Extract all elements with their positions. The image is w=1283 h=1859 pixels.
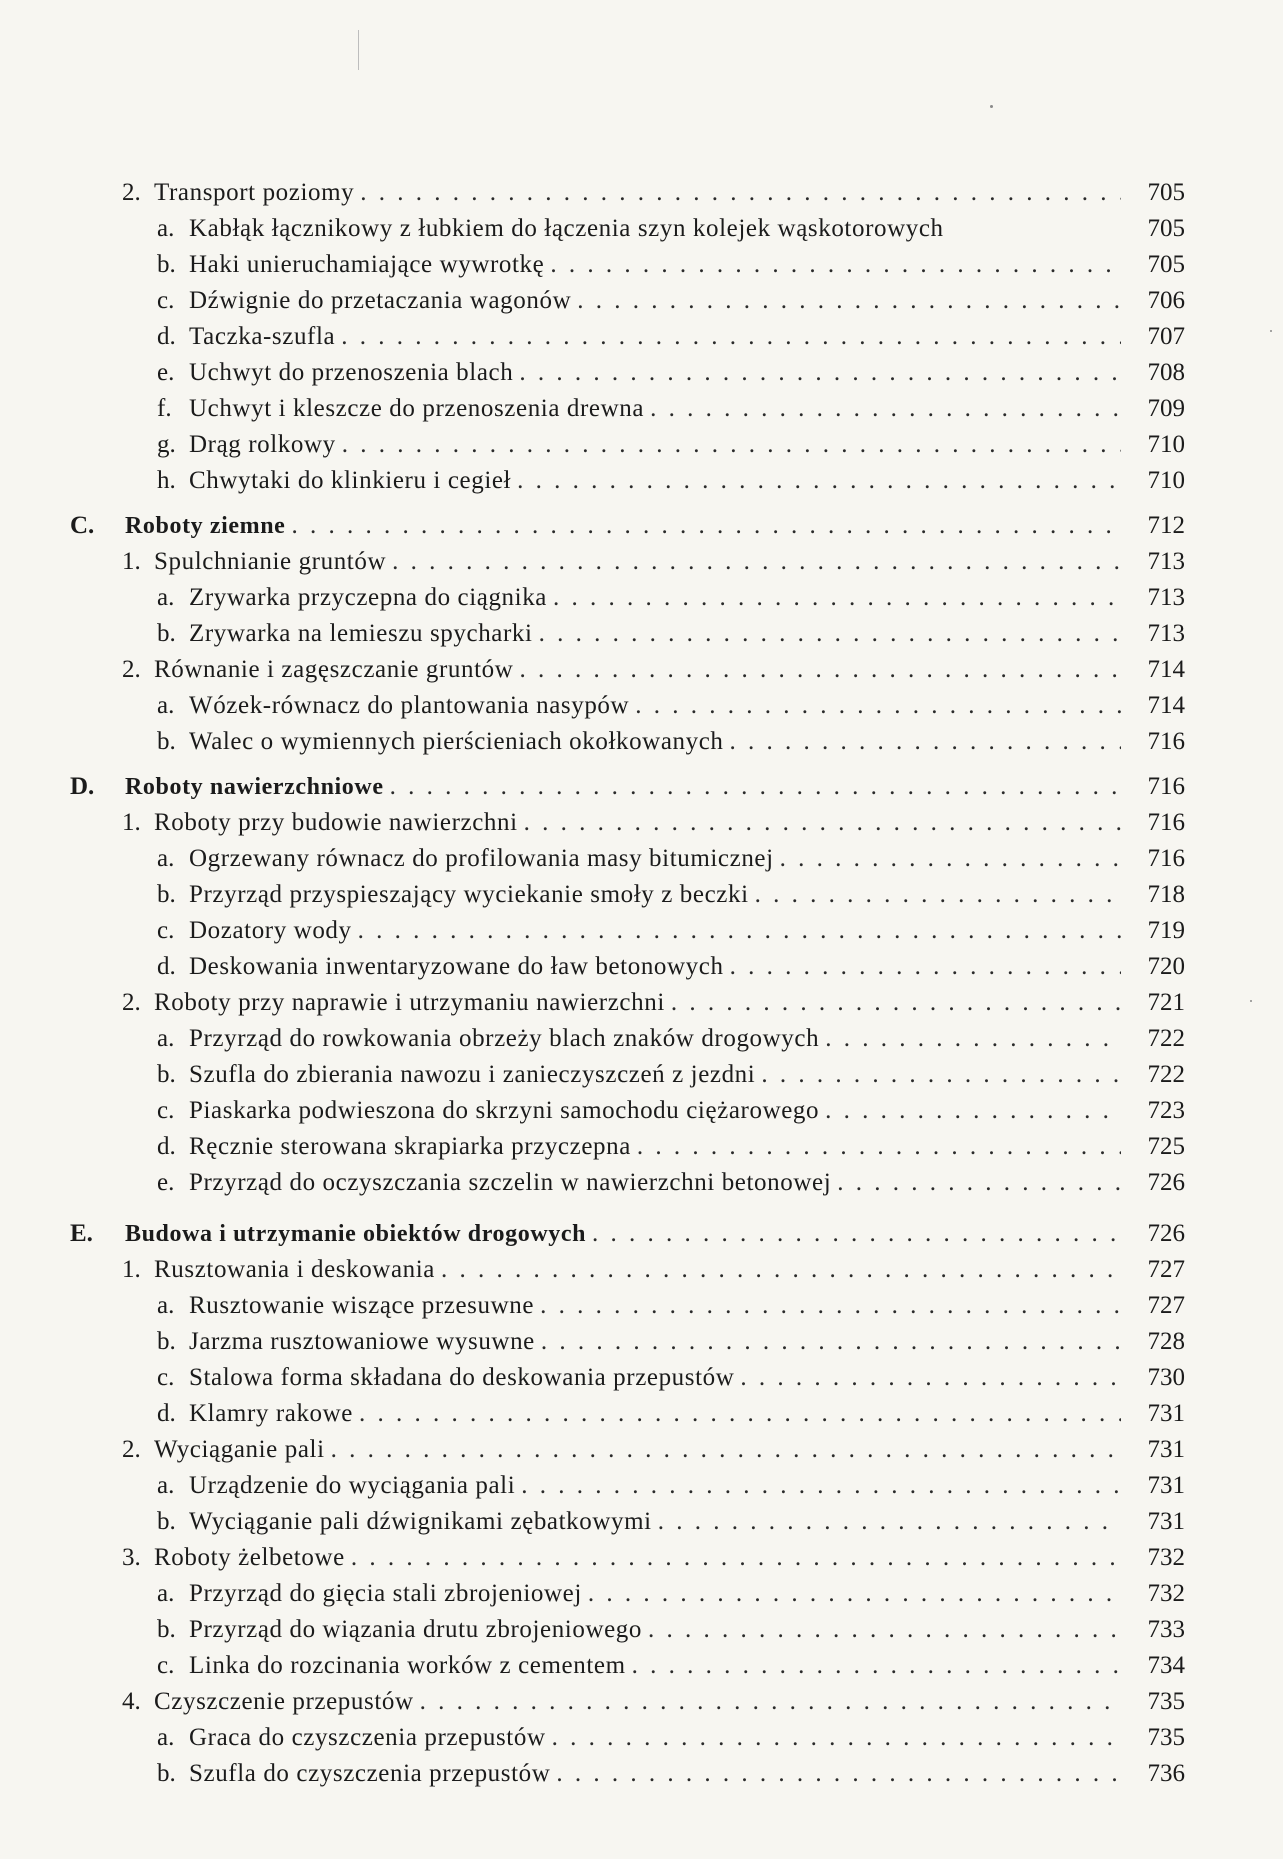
toc-item	[70, 841, 1185, 877]
dot-leader	[556, 1756, 1121, 1792]
toc-page-number: 727	[1147, 1256, 1185, 1283]
dot-leader	[740, 1360, 1121, 1396]
toc-page-number: 712	[1147, 512, 1185, 539]
toc-page-number: 731	[1147, 1436, 1185, 1463]
toc-item	[70, 949, 1185, 985]
toc-entry-number: c.	[157, 1652, 175, 1679]
toc-item	[70, 1093, 1185, 1129]
toc-page-number: 734	[1147, 1652, 1185, 1679]
toc-entry-number: 4.	[122, 1688, 141, 1715]
toc-entry-title: Spulchnianie gruntów	[154, 548, 387, 575]
toc-entry-title: Przyrząd do rowkowania obrzeży blach znaków drogowych	[189, 1025, 820, 1052]
toc-entry-number: a.	[157, 1025, 175, 1052]
toc-item	[70, 1057, 1185, 1093]
toc-subsection	[70, 652, 1185, 688]
toc-entry-number: 1.	[122, 548, 141, 575]
toc-entry-number: 1.	[122, 809, 141, 836]
toc-page-number: 720	[1147, 953, 1185, 980]
toc-page-number: 732	[1147, 1544, 1185, 1571]
toc-subsection	[70, 985, 1185, 1021]
toc-page-number: 731	[1147, 1508, 1185, 1535]
toc-entry-title: Roboty przy budowie nawierzchni	[154, 809, 518, 836]
toc-entry-number: 2.	[122, 1436, 141, 1463]
toc-item	[70, 1612, 1185, 1648]
toc-entry-title: Chwytaki do klinkieru i cegieł	[189, 467, 512, 494]
dot-leader	[392, 544, 1121, 580]
toc-entry-title: Wyciąganie pali dźwignikami zębatkowymi	[189, 1508, 652, 1535]
scan-speck	[1250, 1000, 1252, 1002]
toc-entry-number: b.	[157, 881, 176, 908]
dot-leader	[540, 1288, 1121, 1324]
dot-leader	[825, 1021, 1121, 1057]
toc-entry-title: Walec o wymiennych pierścieniach okołkowanych	[189, 728, 724, 755]
dot-leader	[341, 319, 1121, 355]
dot-leader	[658, 1504, 1121, 1540]
dot-leader	[635, 688, 1121, 724]
toc-entry-number: a.	[157, 1292, 175, 1319]
dot-leader	[637, 1129, 1121, 1165]
toc-item	[70, 688, 1185, 724]
toc-item	[70, 427, 1185, 463]
dot-leader	[671, 985, 1121, 1021]
toc-entry-title: Dźwignie do przetaczania wagonów	[189, 287, 572, 314]
toc-entry-title: Urządzenie do wyciągania pali	[189, 1472, 516, 1499]
toc-page-number: 708	[1147, 359, 1185, 386]
toc-entry-title: Przyrząd do gięcia stali zbrojeniowej	[189, 1580, 582, 1607]
toc-item	[70, 1129, 1185, 1165]
toc-entry-number: b.	[157, 620, 176, 647]
toc-entry-title: Szufla do zbierania nawozu i zanieczyszczeń z jezdni	[189, 1061, 756, 1088]
toc-entry-number: d.	[157, 323, 176, 350]
toc-page-number: 716	[1147, 809, 1185, 836]
dot-leader	[761, 1057, 1121, 1093]
toc-entry-title: Graca do czyszczenia przepustów	[189, 1724, 546, 1751]
toc-entry-title: Deskowania inwentaryzowane do ław betonowych	[189, 953, 724, 980]
toc-entry-number: 2.	[122, 179, 141, 206]
toc-entry-title: Roboty przy naprawie i utrzymaniu nawierzchni	[154, 989, 665, 1016]
dot-leader	[553, 580, 1121, 616]
toc-entry-title: Uchwyt i kleszcze do przenoszenia drewna	[189, 395, 645, 422]
toc-item	[70, 877, 1185, 913]
toc-page-number: 722	[1147, 1025, 1185, 1052]
dot-leader	[588, 1576, 1121, 1612]
toc-entry-number: c.	[157, 1097, 175, 1124]
toc-page-number: 705	[1147, 179, 1185, 206]
dot-leader	[730, 949, 1121, 985]
toc-page-number: 709	[1147, 395, 1185, 422]
toc-subsection	[70, 544, 1185, 580]
toc-item	[70, 463, 1185, 499]
toc-entry-title: Uchwyt do przenoszenia blach	[189, 359, 514, 386]
toc-page-number: 716	[1147, 728, 1185, 755]
toc-entry-number: C.	[70, 512, 95, 539]
dot-leader	[521, 1468, 1121, 1504]
toc-page-number: 713	[1147, 620, 1185, 647]
dot-leader	[648, 1612, 1121, 1648]
dot-leader	[517, 463, 1121, 499]
dot-leader	[550, 247, 1121, 283]
toc-entry-number: a.	[157, 845, 175, 872]
toc-entry-title: Piaskarka podwieszona do skrzyni samochodu ciężarowego	[189, 1097, 820, 1124]
dot-leader	[420, 1684, 1121, 1720]
toc-entry-title: Roboty nawierzchniowe	[125, 774, 384, 800]
toc-item	[70, 1468, 1185, 1504]
toc-page-number: 730	[1147, 1364, 1185, 1391]
dot-leader	[552, 1720, 1121, 1756]
dot-leader	[825, 1093, 1121, 1129]
toc-entry-number: a.	[157, 1472, 175, 1499]
toc-item	[70, 616, 1185, 652]
dot-leader	[390, 769, 1121, 805]
dot-leader	[780, 841, 1121, 877]
toc-entry-title: Czyszczenie przepustów	[154, 1688, 414, 1715]
toc-page-number: 733	[1147, 1616, 1185, 1643]
toc-subsection	[70, 1684, 1185, 1720]
toc-page-number: 705	[1147, 215, 1185, 242]
toc-entry-title: Szufla do czyszczenia przepustów	[189, 1760, 551, 1787]
toc-entry-number: c.	[157, 917, 175, 944]
toc-entry-number: c.	[157, 1364, 175, 1391]
toc-page-number: 735	[1147, 1724, 1185, 1751]
toc-item	[70, 1165, 1185, 1201]
toc-entry-number: e.	[157, 1169, 175, 1196]
toc-item	[70, 247, 1185, 283]
toc-entry-number: a.	[157, 692, 175, 719]
dot-leader	[291, 508, 1121, 544]
toc-page-number: 716	[1147, 845, 1185, 872]
dot-leader	[837, 1165, 1121, 1201]
toc-entry-title: Wózek-równacz do plantowania nasypów	[189, 692, 630, 719]
toc-page-number: 710	[1147, 467, 1185, 494]
toc-entry-title: Haki unieruchamiające wywrotkę	[189, 251, 545, 278]
toc-entry-title: Taczka-szufla	[189, 323, 336, 350]
dot-leader	[351, 1540, 1121, 1576]
dot-leader	[650, 391, 1121, 427]
toc-page-number: 731	[1147, 1400, 1185, 1427]
toc-item	[70, 1756, 1185, 1792]
dot-leader	[360, 175, 1121, 211]
toc-entry-title: Zrywarka na lemieszu spycharki	[189, 620, 533, 647]
toc-page-number: 721	[1147, 989, 1185, 1016]
toc-entry-title: Klamry rakowe	[189, 1400, 353, 1427]
toc-entry-title: Przyrząd przyspieszający wyciekanie smoły z beczki	[189, 881, 749, 908]
toc-item	[70, 1648, 1185, 1684]
toc-entry-number: D.	[70, 773, 95, 800]
dot-leader	[519, 652, 1121, 688]
toc-entry-number: a.	[157, 215, 175, 242]
toc-entry-number: b.	[157, 728, 176, 755]
table-of-contents	[70, 175, 1185, 1792]
dot-leader	[519, 355, 1121, 391]
toc-item	[70, 1324, 1185, 1360]
toc-entry-title: Ogrzewany równacz do profilowania masy bitumicznej	[189, 845, 774, 872]
toc-entry-title: Ręcznie sterowana skrapiarka przyczepna	[189, 1133, 631, 1160]
toc-entry-number: d.	[157, 1400, 176, 1427]
toc-entry-number: E.	[70, 1220, 93, 1247]
toc-entry-title: Linka do rozcinania worków z cementem	[189, 1652, 626, 1679]
toc-page-number: 735	[1147, 1688, 1185, 1715]
toc-item	[70, 1576, 1185, 1612]
toc-entry-title: Zrywarka przyczepna do ciągnika	[189, 584, 548, 611]
toc-item	[70, 391, 1185, 427]
toc-item	[70, 1021, 1185, 1057]
toc-page-number: 710	[1147, 431, 1185, 458]
toc-entry-number: d.	[157, 1133, 176, 1160]
toc-page-number: 731	[1147, 1472, 1185, 1499]
toc-entry-number: 2.	[122, 989, 141, 1016]
toc-subsection	[70, 175, 1185, 211]
toc-item	[70, 1396, 1185, 1432]
toc-page-number: 713	[1147, 548, 1185, 575]
dot-leader	[539, 616, 1121, 652]
toc-page-number: 714	[1147, 692, 1185, 719]
toc-entry-number: b.	[157, 1328, 176, 1355]
toc-page-number: 705	[1147, 251, 1185, 278]
toc-item	[70, 913, 1185, 949]
toc-entry-title: Roboty żelbetowe	[154, 1544, 345, 1571]
toc-entry-number: c.	[157, 287, 175, 314]
dot-leader	[577, 283, 1121, 319]
toc-entry-number: f.	[157, 395, 172, 422]
toc-entry-number: 2.	[122, 656, 141, 683]
toc-entry-number: h.	[157, 467, 176, 494]
toc-entry-title: Wyciąganie pali	[154, 1436, 325, 1463]
toc-page-number: 707	[1147, 323, 1185, 350]
dot-leader	[755, 877, 1121, 913]
toc-page-number: 736	[1147, 1760, 1185, 1787]
toc-page-number: 723	[1147, 1097, 1185, 1124]
toc-subsection	[70, 805, 1185, 841]
toc-page-number: 716	[1147, 773, 1185, 800]
toc-entry-number: a.	[157, 1580, 175, 1607]
toc-subsection	[70, 1432, 1185, 1468]
toc-entry-number: b.	[157, 1760, 176, 1787]
dot-leader	[358, 913, 1121, 949]
toc-page-number: 726	[1147, 1220, 1185, 1247]
dot-leader	[524, 805, 1121, 841]
toc-entry-title: Przyrząd do wiązania drutu zbrojeniowego	[189, 1616, 643, 1643]
toc-entry-number: g.	[157, 431, 176, 458]
toc-page-number: 728	[1147, 1328, 1185, 1355]
dot-leader	[359, 1396, 1121, 1432]
toc-entry-title: Stalowa forma składana do deskowania przepustów	[189, 1364, 735, 1391]
dot-leader	[632, 1648, 1121, 1684]
toc-page-number: 718	[1147, 881, 1185, 908]
toc-entry-number: 1.	[122, 1256, 141, 1283]
toc-item	[70, 580, 1185, 616]
scan-speck	[1270, 330, 1272, 332]
scan-mark	[358, 30, 359, 70]
dot-leader	[730, 724, 1121, 760]
toc-page-number: 727	[1147, 1292, 1185, 1319]
dot-leader	[342, 427, 1121, 463]
toc-entry-number: b.	[157, 1061, 176, 1088]
toc-page-number: 714	[1147, 656, 1185, 683]
toc-item	[70, 1504, 1185, 1540]
toc-section	[70, 1216, 1185, 1252]
toc-page-number: 732	[1147, 1580, 1185, 1607]
toc-entry-title: Jarzma rusztowaniowe wysuwne	[189, 1328, 535, 1355]
toc-entry-number: b.	[157, 1616, 176, 1643]
toc-page-number: 706	[1147, 287, 1185, 314]
toc-page-number: 719	[1147, 917, 1185, 944]
toc-entry-title: Transport poziomy	[154, 179, 355, 206]
toc-item	[70, 1720, 1185, 1756]
toc-entry-title: Rusztowania i deskowania	[154, 1256, 436, 1283]
toc-item	[70, 283, 1185, 319]
toc-page-number: 725	[1147, 1133, 1185, 1160]
toc-page-number: 726	[1147, 1169, 1185, 1196]
toc-entry-title: Równanie i zagęszczanie gruntów	[154, 656, 514, 683]
dot-leader	[331, 1432, 1121, 1468]
toc-entry-title: Drąg rolkowy	[189, 431, 336, 458]
toc-item	[70, 724, 1185, 760]
toc-entry-number: b.	[157, 1508, 176, 1535]
toc-entry-number: e.	[157, 359, 175, 386]
toc-item	[70, 211, 1185, 247]
toc-entry-title: Dozatory wody	[189, 917, 352, 944]
toc-entry-number: a.	[157, 1724, 175, 1751]
toc-item	[70, 355, 1185, 391]
scan-speck	[990, 105, 993, 108]
toc-entry-number: d.	[157, 953, 176, 980]
toc-entry-title: Przyrząd do oczyszczania szczelin w nawierzchni betonowej	[189, 1169, 832, 1196]
toc-page-number: 713	[1147, 584, 1185, 611]
toc-entry-title: Budowa i utrzymanie obiektów drogowych	[125, 1221, 587, 1247]
toc-entry-title: Roboty ziemne	[125, 513, 286, 539]
toc-item	[70, 319, 1185, 355]
toc-item	[70, 1360, 1185, 1396]
dot-leader	[441, 1252, 1121, 1288]
toc-subsection	[70, 1540, 1185, 1576]
dot-leader	[541, 1324, 1121, 1360]
toc-entry-number: 3.	[122, 1544, 141, 1571]
toc-entry-number: b.	[157, 251, 176, 278]
toc-section	[70, 508, 1185, 544]
toc-entry-number: a.	[157, 584, 175, 611]
dot-leader	[592, 1216, 1121, 1252]
toc-item	[70, 1288, 1185, 1324]
toc-subsection	[70, 1252, 1185, 1288]
toc-section	[70, 769, 1185, 805]
toc-entry-title: Rusztowanie wiszące przesuwne	[189, 1292, 535, 1319]
toc-entry-title: Kabłąk łącznikowy z łubkiem do łączenia szyn kolejek wąskotorowych	[189, 215, 944, 242]
toc-page-number: 722	[1147, 1061, 1185, 1088]
